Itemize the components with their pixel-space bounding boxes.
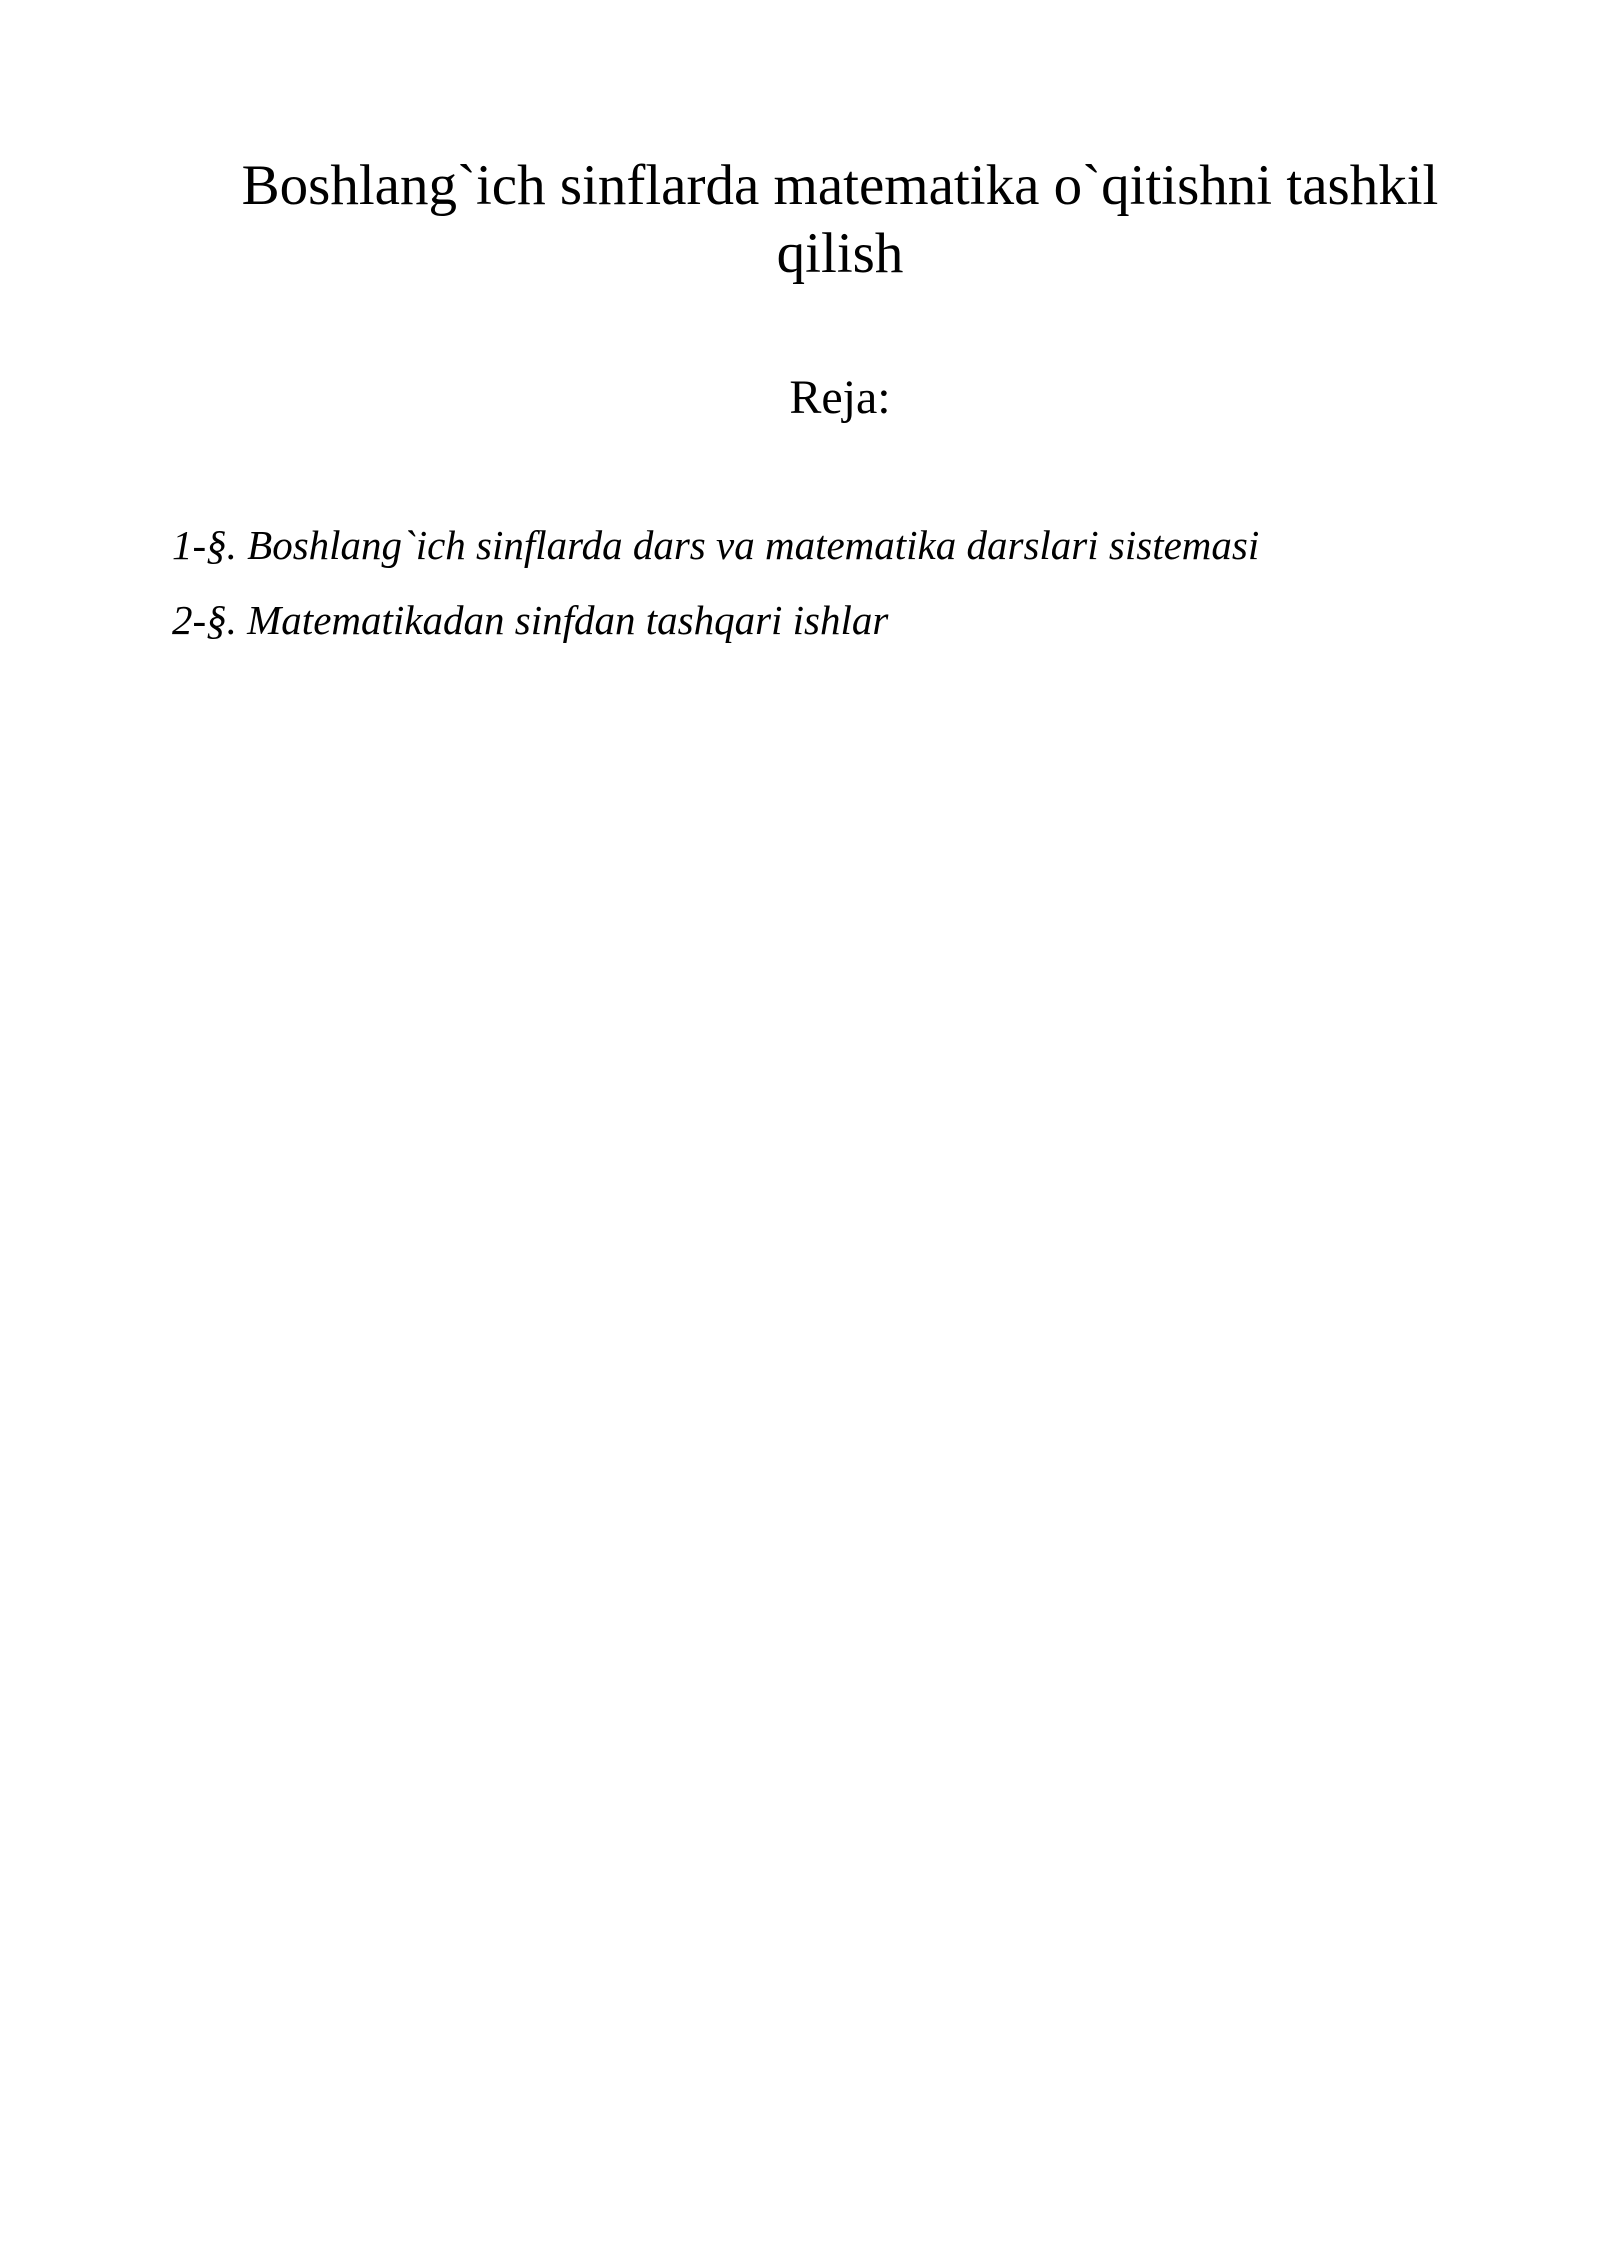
plan-list	[172, 508, 1259, 658]
document-title: Boshlang`ich sinflarda matematika o`qitishni tashkil qilish	[241, 154, 1439, 285]
plan-item-1: 1-§. Boshlang`ich sinflarda dars va matematika darslari sistemasi	[172, 522, 1260, 568]
plan-heading: Reja:	[789, 371, 891, 424]
plan-item-2: 2-§. Matematikadan sinfdan tashqari ishlar	[172, 597, 889, 643]
